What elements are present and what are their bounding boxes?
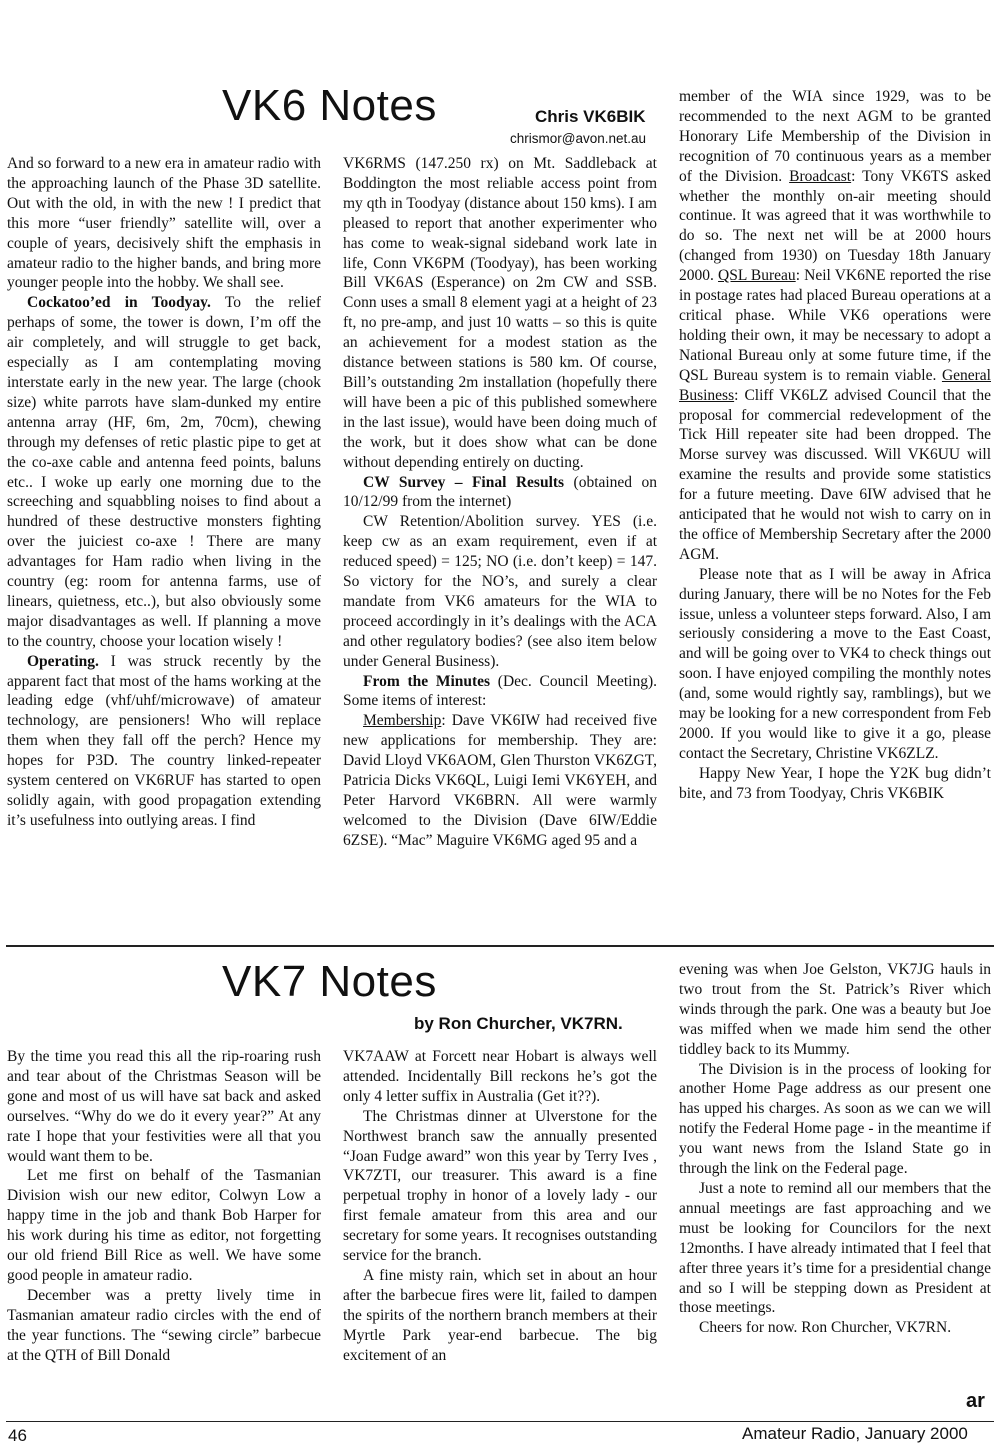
- vk6-author: Chris VK6BIK: [535, 107, 646, 126]
- vk7-paragraph: Cheers for now. Ron Churcher, VK7RN.: [699, 1319, 952, 1337]
- vk6-paragraph: Please note that as I will be away in Africa during January, there will be no Notes for the Feb issue, unless a volunteer steps forward. Also, I am seriously considering a move to the East Coast, and will be going over to VK4 to check things out soon. I have enjoyed compiling the monthly notes (and, some would rightly say, ramblings), but we may be looking for a new correspondent from Feb 2000. If you would like to give it a go, please contact the Secretary, Christine VK6ZLZ.: [679, 565, 991, 762]
- vk6-paragraph: [343, 473, 657, 513]
- paragraph-text: member of the WIA since 1929, was to be recommended to the next AGM to be granted Honorary Life Membership of the Division in recognition of 70 continuous years as a member of the Division.: [679, 88, 991, 185]
- section-heading: From the Minutes: [363, 672, 491, 690]
- vk6-paragraph: [343, 672, 657, 712]
- vk7-paragraph: The Division is in the process of looking for another Home Page address as our present one has upped his charges. As soon as we can we will notify the Federal Home page - in the meantime if you want news from the Island State go in through the link on the Federal page.: [679, 1060, 991, 1178]
- vk6-title: VK6 Notes: [222, 81, 437, 130]
- vk6-paragraph: [7, 293, 321, 651]
- paragraph-text: To the relief perhaps of some, the tower is down, I’m off the air completely, and will struggle to get back, especially as I am contemplating moving interstate early in the new year. The large (chook size) white parrots have slam-dunked my entire antenna array (HF, 6m, 2m, 70cm), chewing through my defenses of retic plastic pipe to get at the co-axe cable and antenna feed points, baluns etc.. I woke up early one morning due to the screeching and squabbling noises to find about a hundred of these destructive monsters fighting over the juiciest co-axe ! There are many advantages for Ham radio when living in the country (eg: room for antenna farms, use of linears, quietness, etc..), but also obviously some major disadvantages as well. If planning a move to the country, choose your location wisely !: [7, 294, 321, 650]
- vk6-paragraph: VK6RMS (147.250 rx) on Mt. Saddleback at Boddington the most reliable access point from my qth in Toodyay (distance about 150 kms). I am pleased to report that another experimenter who has come to weak-signal sideband work late in life, Conn VK6PM (Toodyay), has been working Bill VK6AS (Esperance) on 2m CW and SSB. Conn uses a small 8 element yagi at a height of 23 ft, no pre-amp, and just 10 watts – so this is quite an achievement for a modest station as the distance between stations is 580 km. Of course, Bill’s outstanding 2m installation (hopefully there will have been a pic of this published somewhere in the last issue), would have been doing much of the work, but it does show what can be done without depending entirely on ducting.: [343, 155, 657, 471]
- subsection-heading: Broadcast: [789, 167, 852, 185]
- vk7-paragraph: Just a note to remind all our members that the annual meetings are fast approaching and we must be looking for Councilors for the next 12months. I have already intimated that I feel that after three years it’s time for a presidential change and so I will be stepping down as President at those meetings.: [679, 1179, 991, 1317]
- vk6-paragraph: CW Retention/Abolition survey. YES (i.e. keep cw as an exam requirement, even if at reduced speed) = 125; NO (i.e. don’t keep) = 147. So victory for the NO’s, and surely a clear mandate from VK6 amateurs for the WIA to proceed accordingly in it’s dealings with the ACA and other regulatory bodies? (see also item below under General Business).: [343, 513, 657, 670]
- subsection-heading: QSL Bureau: [718, 267, 796, 285]
- vk6-email: chrismor@avon.net.au: [510, 131, 647, 146]
- vk6-column-1: [7, 154, 321, 939]
- page-number: 46: [8, 1426, 27, 1445]
- vk7-paragraph: Let me first on behalf of the Tasmanian Division wish our new editor, Colwyn Low a happy time in the job and thank Bob Harper for his work during his time as editor, not forgetting our old friend Bill Rice as well. We have some good people in amateur radio.: [7, 1167, 321, 1284]
- vk7-paragraph: evening was when Joe Gelston, VK7JG hauls in two trout from the St. Patrick’s River which winds through the park. One was a beauty but Joe was miffed when we made him send the other tiddley back to its Mummy.: [679, 961, 991, 1058]
- section-heading: CW Survey – Final Results: [363, 473, 565, 491]
- vk6-column-3: [679, 87, 991, 937]
- paragraph-text: I was struck recently by the apparent fact that most of the hams working at the leading edge (vhf/uhf/microwave) of amateur technology, are pensioners! Who will replace them when they fall off the perch? Hence my hopes for P3D. The country linked-repeater system centered on VK6RUF has started to open solidly again, with good propagation extending it’s usefulness into outlying areas. I find: [7, 652, 321, 829]
- vk7-paragraph: December was a pretty lively time in Tasmanian amateur radio circles with the end of the year functions. The “sewing circle” barbecue at the QTH of Bill Donald: [7, 1286, 321, 1364]
- paragraph-text: : Neil VK6NE reported the rise in postage rates had placed Bureau operations at a critical phase. While VK6 operations were holding their own, it may be necessary to adopt a National Bureau only at some future time, if the QSL Bureau system is to remain viable.: [679, 267, 991, 384]
- vk7-paragraph: VK7AAW at Forcett near Hobart is always well attended. Incidentally Bill reckons he’s got the only 4 letter suffix in Australia (Get it??).: [343, 1048, 657, 1105]
- section-heading: Operating.: [27, 652, 99, 670]
- footer-rule: [6, 1421, 994, 1422]
- paragraph-text: (obtained on 10/12/99 from the internet): [343, 473, 657, 511]
- vk7-column-2: [343, 1047, 657, 1415]
- vk7-title: VK7 Notes: [222, 957, 437, 1006]
- section-divider: [6, 945, 994, 947]
- vk7-column-3: [679, 960, 991, 1390]
- publication-line: Amateur Radio, January 2000: [742, 1424, 968, 1443]
- vk6-paragraph: [343, 711, 657, 850]
- paragraph-text: : Cliff VK6LZ advised Council that the proposal for commercial redevelopment of the Tick Hill repeater site had been dropped. The Morse survey was discussed. Will VK6UU will examine the results and provide some statistics for a future meeting. Dave 6IW advised that he anticipated that he would not wish to carry on in the office of Membership Secretary after the 2000 AGM.: [679, 386, 991, 563]
- subsection-heading: General Business: [679, 366, 991, 404]
- vk7-author: by Ron Churcher, VK7RN.: [414, 1014, 623, 1033]
- vk6-paragraph: Happy New Year, I hope the Y2K bug didn’t bite, and 73 from Toodyay, Chris VK6BIK: [679, 764, 991, 802]
- subsection-heading: Membership: [363, 712, 442, 730]
- end-mark: ar: [966, 1390, 985, 1412]
- vk7-paragraph: By the time you read this all the rip-roaring rush and tear about of the Christmas Season will be gone and most of us will have sat back and asked ourselves. “Why do we do it every year?” At any rate I hope that your festivities were all that you would want them to be.: [7, 1048, 321, 1165]
- section-heading: Cockatoo’ed in Toodyay.: [27, 294, 211, 312]
- paragraph-text: : Tony VK6TS asked whether the monthly on-air meeting should continue. It was agreed that it was worthwhile to do so. The next net will be at 2000 hours (changed from 1930) on Tuesday 18th January 2000.: [679, 167, 991, 285]
- vk7-paragraph: A fine misty rain, which set in about an hour after the barbecue fires were lit, failed to dampen the spirits of the northern branch members at their Myrtle Park year-end barbecue. The big excitement of an: [343, 1266, 657, 1364]
- vk7-column-1: [7, 1047, 321, 1415]
- vk6-column-2: [343, 154, 657, 939]
- vk6-paragraph: [7, 652, 321, 831]
- vk6-paragraph: And so forward to a new era in amateur radio with the approaching launch of the Phase 3D satellite. Out with the old, in with the new ! I predict that this more “user friendly” satellite will, over a couple of years, decisively shift the emphasis in amateur radio to the higher bands, and bring more younger people into the hobby. We shall see.: [7, 155, 321, 292]
- paragraph-text: (Dec. Council Meeting). Some items of interest:: [343, 672, 657, 710]
- paragraph-text: : Dave VK6IW had received five new applications for membership. They are: David Lloyd VK6AOM, Glen Thurston VK6ZGT, Patricia Dicks VK6QL, Luigi Iemi VK6YEH, and Peter Harvord VK6BRN. All were warmly welcomed to the Division (Dave 6IW/Eddie 6ZSE). “Mac” Maguire VK6MG aged 95 and a: [343, 712, 657, 849]
- vk6-paragraph: [679, 87, 991, 565]
- vk7-paragraph: The Christmas dinner at Ulverstone for the Northwest branch saw the annually presented “Joan Fudge award” won this year by Terry Ives , VK7ZTI, our treasurer. This award is a fine perpetual trophy in honor of a lovely lady - our first female amateur from this area and our secretary for some years. It recognises outstanding service for the branch.: [343, 1107, 657, 1265]
